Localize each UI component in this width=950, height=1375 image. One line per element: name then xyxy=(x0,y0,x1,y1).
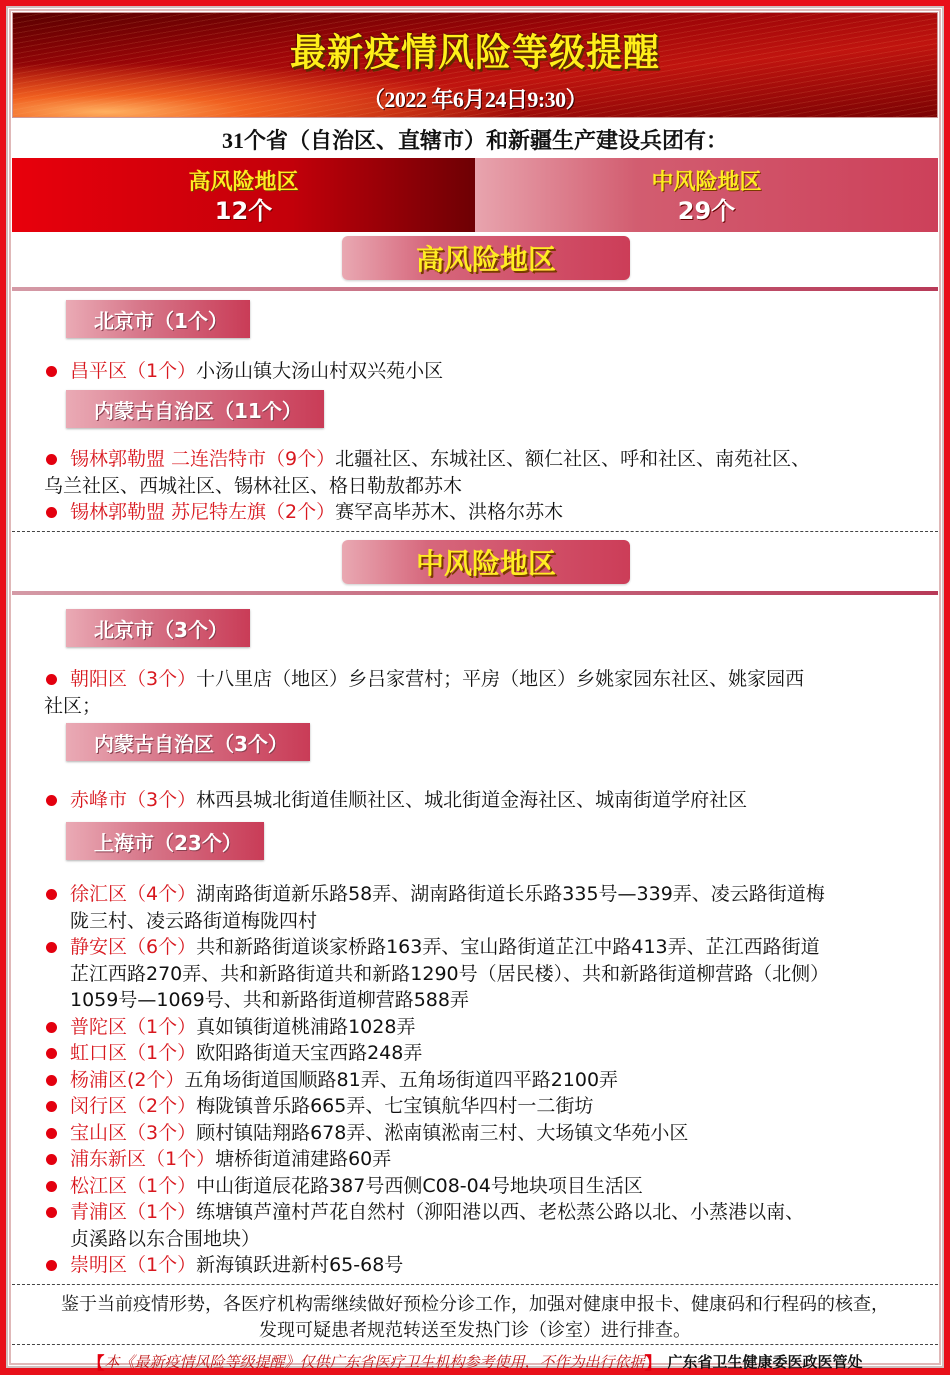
bullet-icon xyxy=(46,889,57,900)
bullet-icon xyxy=(46,1181,57,1192)
province-tag-shanghai-medium xyxy=(66,822,264,860)
region-detail: 共和新路街道谈家桥路163弄、宝山路街道芷江中路413弄、芷江西路街道 xyxy=(196,936,820,958)
risk-summary xyxy=(12,158,938,232)
entry-list xyxy=(44,787,932,814)
region-name: 杨浦区(2个） xyxy=(70,1068,185,1091)
region-name: 朝阳区（3个） xyxy=(70,668,197,690)
header-banner xyxy=(12,12,938,118)
list-item xyxy=(44,358,932,385)
region-detail: 社区； xyxy=(44,694,102,717)
document-frame xyxy=(6,6,944,1374)
region-detail: 小汤山镇大汤山村双兴苑小区 xyxy=(196,360,444,382)
bullet-icon xyxy=(46,507,57,518)
region-name: 赤峰市（3个） xyxy=(70,789,197,811)
region-detail: 五角场街道国顺路81弄、五角场街道四平路2100弄 xyxy=(184,1068,619,1091)
region-detail: 梅陇镇普乐路665弄、七宝镇航华四村一二街坊 xyxy=(196,1095,594,1117)
region-detail: 顾村镇陆翔路678弄、淞南镇淞南三村、大场镇文华苑小区 xyxy=(196,1121,689,1144)
region-detail: 陇三村、凌云路街道梅陇四村 xyxy=(70,909,318,932)
province-tag-label: 内蒙古自治区（11个） xyxy=(94,398,302,423)
region-name: 昌平区（1个） xyxy=(70,360,197,382)
list-item xyxy=(44,1173,932,1200)
entry-list xyxy=(44,358,932,385)
region-detail: 乌兰社区、西城社区、锡林社区、格日勒敖都苏木 xyxy=(44,474,463,497)
high-risk-summary xyxy=(12,158,475,232)
list-item-continuation xyxy=(44,473,932,500)
region-detail: 欧阳路街道天宝西路248弄 xyxy=(196,1042,423,1064)
region-name: 徐汇区（4个） xyxy=(70,883,197,905)
list-item xyxy=(44,446,932,473)
dashed-divider xyxy=(12,531,938,532)
region-name: 闵行区（2个） xyxy=(70,1095,197,1117)
dashed-divider xyxy=(12,1344,938,1345)
region-detail: 中山街道辰花路387号西侧C08-04号地块项目生活区 xyxy=(196,1174,643,1197)
bullet-icon xyxy=(46,1022,57,1033)
high-risk-section-title: 高风险地区 xyxy=(415,243,556,276)
bullet-icon xyxy=(46,1128,57,1139)
region-detail: 练塘镇芦潼村芦花自然村（泖阳港以西、老松蒸公路以北、小蒸港以南、 xyxy=(196,1201,805,1223)
bullet-icon xyxy=(46,942,57,953)
region-name: 普陀区（1个） xyxy=(70,1015,197,1038)
region-detail: 芷江西路270弄、共和新路街道共和新路1290号（居民楼）、共和新路街道柳营路（北侧） xyxy=(70,962,830,985)
footer-bracket: 【 xyxy=(87,1354,105,1374)
list-item-continuation xyxy=(44,987,932,1014)
medium-risk-count: 29个 xyxy=(677,196,736,225)
footer-issuer: 广东省卫生健康委医政医管处 xyxy=(667,1353,863,1371)
high-risk-label: 高风险地区 xyxy=(188,169,299,195)
region-detail: 贞溪路以东合围地块） xyxy=(70,1227,261,1250)
bullet-icon xyxy=(46,1207,57,1218)
province-tag-beijing-high xyxy=(66,300,250,338)
region-detail: 十八里店（地区）乡吕家营村；平房（地区）乡姚家园东社区、姚家园西 xyxy=(196,668,805,690)
region-detail: 北疆社区、东城社区、额仁社区、呼和社区、南苑社区、 xyxy=(335,448,811,470)
bullet-icon xyxy=(46,674,57,685)
region-name: 松江区（1个） xyxy=(70,1174,197,1197)
notice-line: 发现可疑患者规范转送至发热门诊（诊室）进行排查。 xyxy=(259,1320,691,1341)
region-name: 崇明区（1个） xyxy=(70,1254,197,1276)
footer xyxy=(12,1349,938,1374)
list-item xyxy=(44,1014,932,1041)
list-item-continuation xyxy=(44,908,932,935)
region-detail: 塘桥街道浦建路60弄 xyxy=(215,1148,392,1170)
list-item-continuation xyxy=(44,693,932,720)
page-date: （2022 年6月24日9:30） xyxy=(362,87,588,112)
bullet-icon xyxy=(46,454,57,465)
province-tag-beijing-medium xyxy=(66,609,250,647)
region-name: 静安区（6个） xyxy=(70,936,197,958)
list-item xyxy=(44,1067,932,1094)
province-tag-label: 内蒙古自治区（3个） xyxy=(94,731,288,756)
page-title: 最新疫情风险等级提醒 xyxy=(289,32,660,76)
bullet-icon xyxy=(46,795,57,806)
region-detail: 真如镇街道桃浦路1028弄 xyxy=(196,1015,416,1038)
list-item-continuation xyxy=(44,961,932,988)
list-item-continuation xyxy=(44,1226,932,1253)
region-detail: 林西县城北街道佳顺社区、城北街道金海社区、城南街道学府社区 xyxy=(196,789,748,811)
list-item xyxy=(44,1093,932,1120)
section-divider xyxy=(12,287,938,291)
medium-risk-label: 中风险地区 xyxy=(651,169,762,195)
footer-bracket: 】 xyxy=(644,1354,662,1374)
region-detail: 新海镇跃进新村65-68号 xyxy=(196,1254,404,1276)
medium-risk-section-banner xyxy=(342,540,630,584)
entry-list xyxy=(44,881,932,1279)
province-tag-neimenggu-high xyxy=(66,390,324,428)
list-item xyxy=(44,1146,932,1173)
bullet-icon xyxy=(46,366,57,377)
region-detail: 1059号—1069号、共和新路街道柳营路588弄 xyxy=(70,989,469,1011)
region-detail: 赛罕高毕苏木、洪格尔苏木 xyxy=(335,501,564,523)
region-name: 青浦区（1个） xyxy=(70,1201,197,1223)
province-tag-neimenggu-medium xyxy=(66,723,310,761)
region-name: 虹口区（1个） xyxy=(70,1042,197,1064)
bullet-icon xyxy=(46,1048,57,1059)
bullet-icon xyxy=(46,1101,57,1112)
list-item xyxy=(44,1040,932,1067)
entry-list xyxy=(44,666,932,719)
bullet-icon xyxy=(46,1260,57,1271)
high-risk-section-banner xyxy=(342,236,630,280)
list-item xyxy=(44,1252,932,1279)
list-item xyxy=(44,787,932,814)
list-item xyxy=(44,934,932,961)
region-name: 宝山区（3个） xyxy=(70,1121,197,1144)
region-name: 浦东新区（1个） xyxy=(70,1148,216,1170)
bullet-icon xyxy=(46,1075,57,1086)
region-name: 锡林郭勒盟 苏尼特左旗（2个） xyxy=(70,501,336,523)
list-item xyxy=(44,1120,932,1147)
list-item xyxy=(44,881,932,908)
footer-disclaimer: 本《最新疫情风险等级提醒》仅供广东省医疗卫生机构参考使用，不作为出行依据 xyxy=(104,1353,645,1371)
province-tag-label: 北京市（3个） xyxy=(94,617,228,642)
bullet-icon xyxy=(46,1154,57,1165)
province-tag-label: 上海市（23个） xyxy=(94,830,242,855)
dashed-divider xyxy=(12,1284,938,1285)
province-tag-label: 北京市（1个） xyxy=(94,308,228,333)
list-item xyxy=(44,666,932,693)
entry-list xyxy=(44,446,932,526)
medium-risk-summary xyxy=(475,158,938,232)
subtitle: 31个省（自治区、直辖市）和新疆生产建设兵团有： xyxy=(221,128,728,153)
region-name: 锡林郭勒盟 二连浩特市（9个） xyxy=(70,448,336,470)
region-detail: 湖南路街道新乐路58弄、湖南路街道长乐路335号—339弄、凌云路街道梅 xyxy=(196,883,825,905)
notice-text xyxy=(12,1292,938,1344)
list-item xyxy=(44,499,932,526)
medium-risk-section-title: 中风险地区 xyxy=(415,547,556,580)
list-item xyxy=(44,1199,932,1226)
section-divider xyxy=(12,591,938,595)
notice-line: 鉴于当前疫情形势，各医疗机构需继续做好预检分诊工作，加强对健康申报卡、健康码和行程码的核查， xyxy=(61,1294,889,1315)
high-risk-count: 12个 xyxy=(214,196,273,225)
